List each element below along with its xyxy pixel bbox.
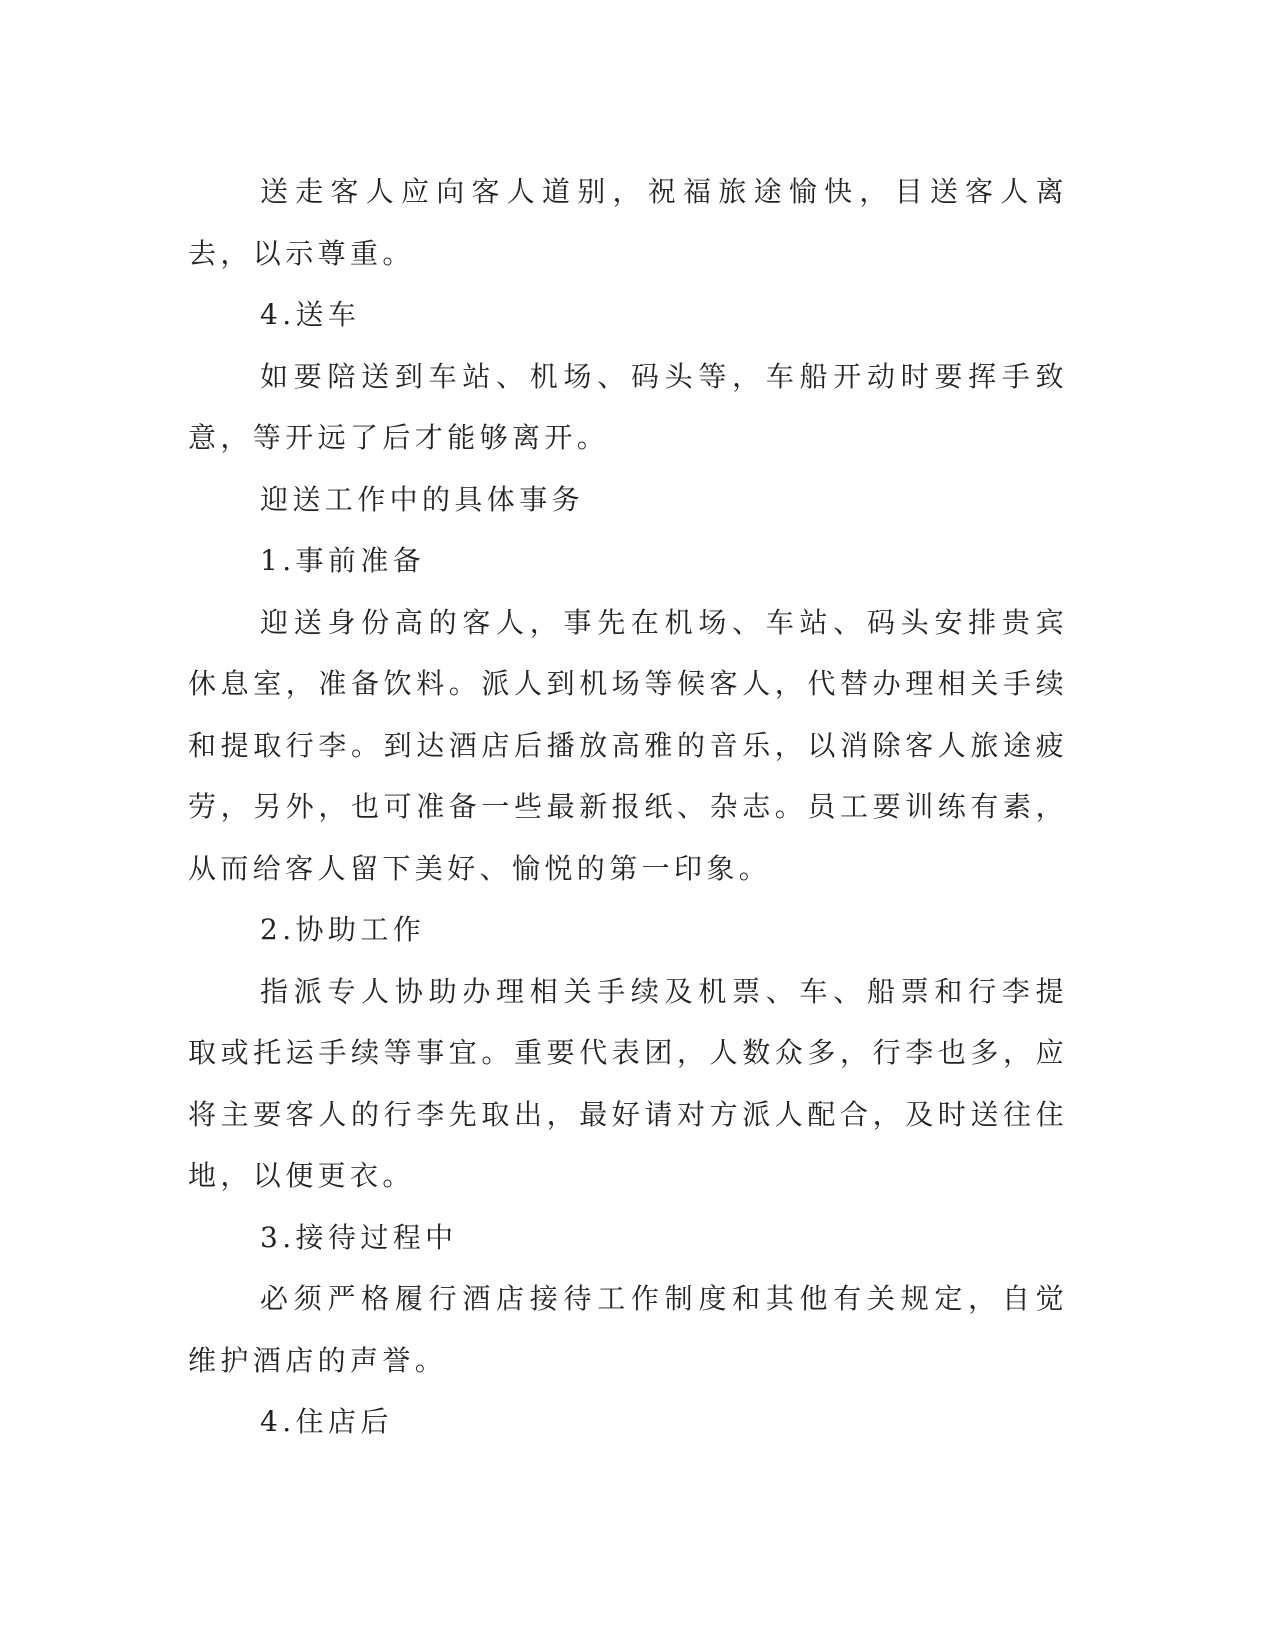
paragraph-preparation: 迎送身份高的客人，事先在机场、车站、码头安排贵宾休息室，准备饮料。派人到机场等候客人，代替办理相关手续和提取行李。到达酒店后播放高雅的音乐，以消除客人旅途疲劳，另外，也可准备一些最新报纸、杂志。员工要训练有素，从而给客人留下美好、愉悦的第一印象。: [188, 605, 1068, 885]
document-body: [188, 161, 1068, 1453]
paragraph-send-off-vehicle: 如要陪送到车站、机场、码头等，车船开动时要挥手致意，等开远了后才能够离开。: [188, 359, 1068, 454]
paragraph-assistance: 指派专人协助办理相关手续及机票、车、船票和行李提取或托运手续等事宜。重要代表团，人数众多，行李也多，应将主要客人的行李先取出，最好请对方派人配合，及时送往住地，以便更衣。: [188, 974, 1068, 1192]
paragraph-farewell: 送走客人应向客人道别，祝福旅途愉快，目送客人离去，以示尊重。: [188, 175, 1068, 270]
heading-preparation: 1.事前准备: [260, 544, 426, 577]
heading-send-off-vehicle: 4.送车: [260, 298, 361, 331]
paragraph-reception-process: 必须严格履行酒店接待工作制度和其他有关规定，自觉维护酒店的声誉。: [188, 1282, 1068, 1377]
heading-specific-tasks: 迎送工作中的具体事务: [260, 482, 585, 516]
heading-assistance: 2.协助工作: [260, 913, 426, 946]
heading-after-check-in: 4.住店后: [260, 1405, 393, 1438]
heading-reception-process: 3.接待过程中: [260, 1220, 458, 1254]
